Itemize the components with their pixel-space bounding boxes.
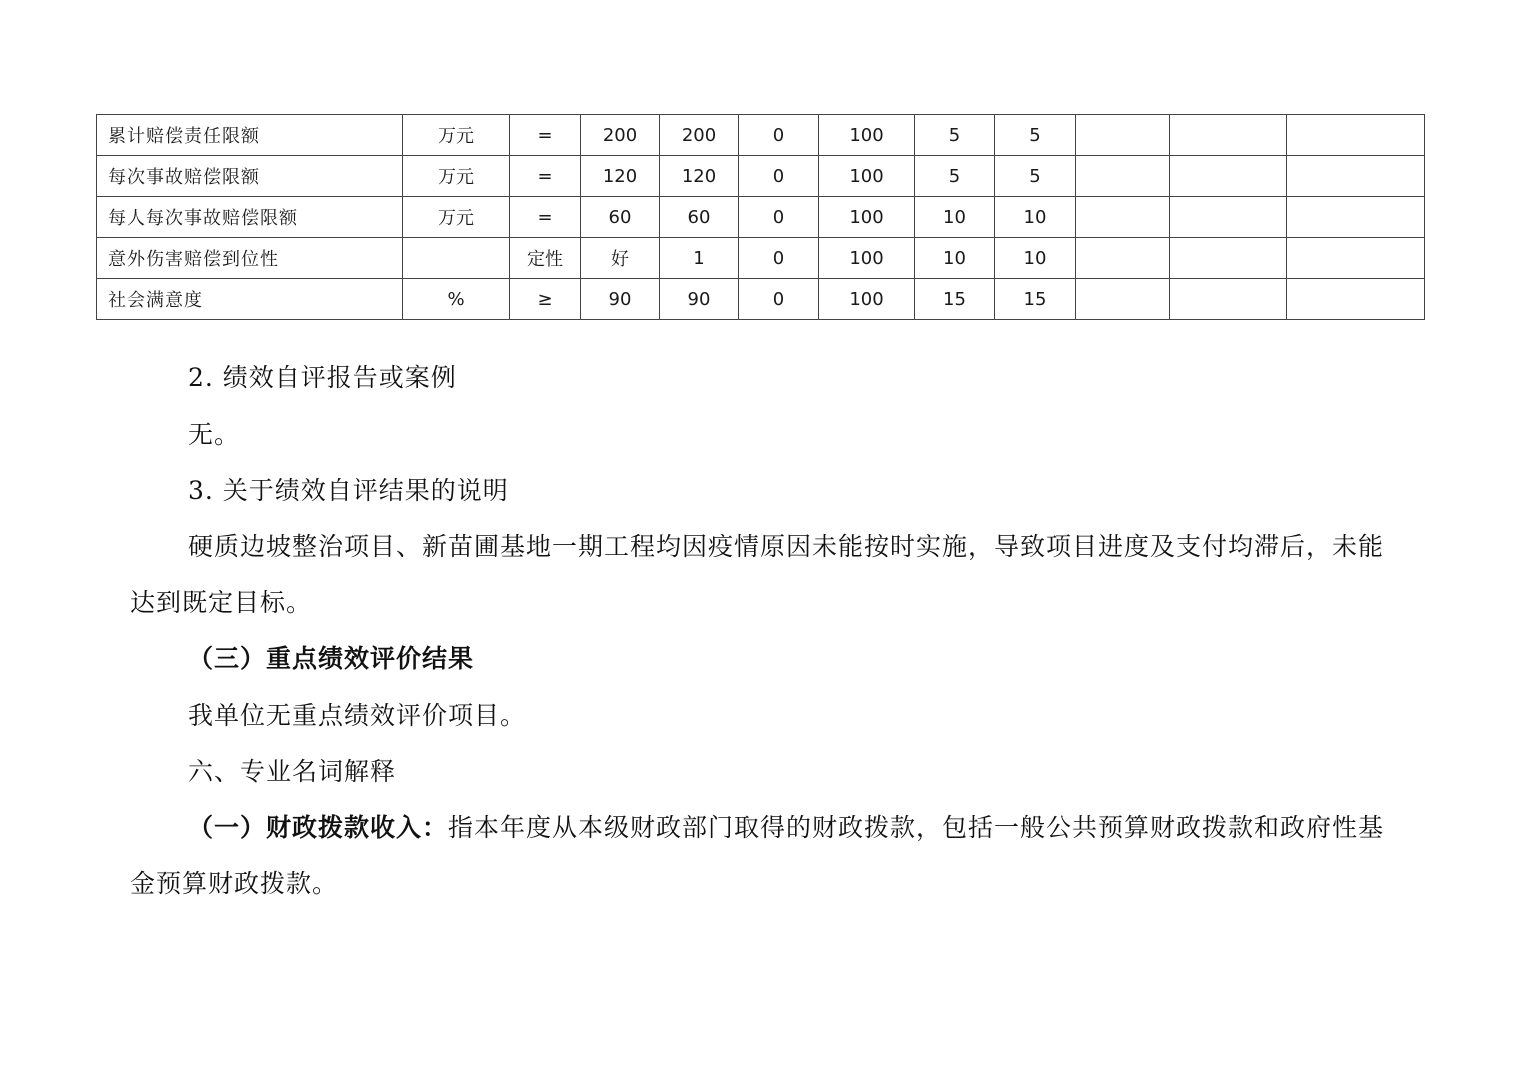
table-cell: 100	[819, 279, 915, 320]
table-cell	[1287, 197, 1425, 238]
table-cell: 60	[660, 197, 739, 238]
key-evaluation-body: 我单位无重点绩效评价项目。	[188, 701, 527, 730]
table-cell: ≥	[510, 279, 581, 320]
table-cell: 万元	[403, 156, 510, 197]
indicator-name-cell: 每次事故赔偿限额	[97, 156, 403, 197]
section-2-title: 2. 绩效自评报告或案例	[188, 363, 457, 392]
table-row	[97, 197, 1425, 238]
performance-indicator-table	[96, 114, 1425, 320]
table-cell: 10	[995, 197, 1076, 238]
table-cell: =	[510, 115, 581, 156]
table-cell: 90	[660, 279, 739, 320]
table-cell: 0	[739, 238, 819, 279]
table-cell	[1076, 156, 1170, 197]
table-cell: 120	[581, 156, 660, 197]
table-cell: 90	[581, 279, 660, 320]
table-row	[97, 238, 1425, 279]
table-row	[97, 156, 1425, 197]
table-cell: 10	[915, 238, 995, 279]
indicator-name-cell: 意外伤害赔偿到位性	[97, 238, 403, 279]
table-cell: 5	[995, 156, 1076, 197]
section-3-title: 3. 关于绩效自评结果的说明	[188, 476, 509, 505]
table-cell	[1076, 115, 1170, 156]
table-cell	[1287, 238, 1425, 279]
table-cell	[1170, 156, 1287, 197]
table-cell: 100	[819, 115, 915, 156]
table-cell	[1170, 238, 1287, 279]
table-cell: 15	[995, 279, 1076, 320]
key-evaluation-title: （三）重点绩效评价结果	[188, 644, 475, 673]
table-cell	[1287, 156, 1425, 197]
table-cell: 200	[660, 115, 739, 156]
table-cell: 100	[819, 238, 915, 279]
table-cell: 100	[819, 156, 915, 197]
table-cell: 好	[581, 238, 660, 279]
table-cell: 10	[995, 238, 1076, 279]
table-row	[97, 279, 1425, 320]
indicator-name-cell: 累计赔偿责任限额	[97, 115, 403, 156]
table-cell: 15	[915, 279, 995, 320]
table-row	[97, 115, 1425, 156]
table-cell: =	[510, 156, 581, 197]
table-cell: 定性	[510, 238, 581, 279]
table-cell: 5	[915, 115, 995, 156]
table-cell: 120	[660, 156, 739, 197]
term-1-body: 指本年度从本级财政部门取得的财政拨款，包括一般公共预算财政拨款和政府性基金预算财政拨款。	[130, 813, 1385, 898]
term-1-label: （一）财政拨款收入：	[188, 813, 449, 842]
table-cell	[1287, 115, 1425, 156]
table-cell: =	[510, 197, 581, 238]
table-cell: 200	[581, 115, 660, 156]
table-cell: 0	[739, 279, 819, 320]
section-3-body: 硬质边坡整治项目、新苗圃基地一期工程均因疫情原因未能按时实施，导致项目进度及支付均滞后，未能达到既定目标。	[130, 532, 1385, 617]
table-cell: 万元	[403, 197, 510, 238]
table-cell	[1076, 197, 1170, 238]
table-cell: 60	[581, 197, 660, 238]
table-cell: %	[403, 279, 510, 320]
table-cell: 0	[739, 197, 819, 238]
indicator-name-cell: 每人每次事故赔偿限额	[97, 197, 403, 238]
table-cell: 100	[819, 197, 915, 238]
table-cell	[403, 238, 510, 279]
table-cell	[1076, 279, 1170, 320]
table-cell	[1170, 279, 1287, 320]
table-cell: 万元	[403, 115, 510, 156]
section-six-title: 六、专业名词解释	[188, 757, 397, 786]
indicator-name-cell: 社会满意度	[97, 279, 403, 320]
table-cell: 5	[915, 156, 995, 197]
table-cell: 0	[739, 156, 819, 197]
table-cell	[1076, 238, 1170, 279]
table-cell	[1170, 197, 1287, 238]
table-cell: 0	[739, 115, 819, 156]
table-cell: 5	[995, 115, 1076, 156]
table-cell: 10	[915, 197, 995, 238]
term-1-paragraph	[130, 800, 1392, 912]
table-cell	[1170, 115, 1287, 156]
section-2-body: 无。	[188, 420, 241, 449]
table-cell: 1	[660, 238, 739, 279]
table-cell	[1287, 279, 1425, 320]
